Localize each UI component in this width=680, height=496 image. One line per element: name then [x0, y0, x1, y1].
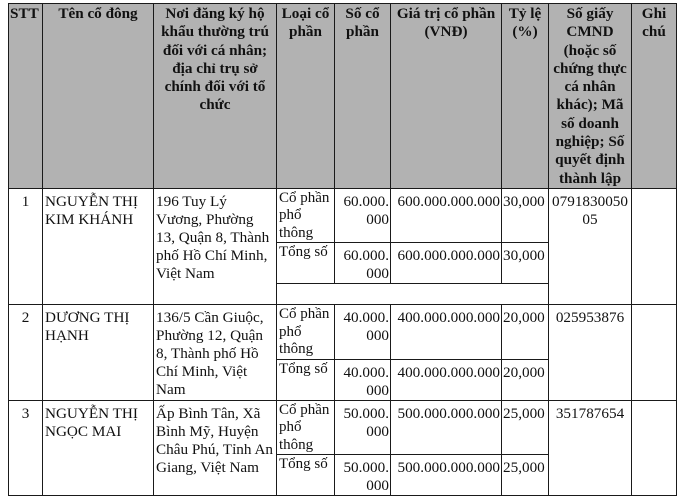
header-name: Tên cổ đông	[43, 4, 154, 189]
cell-ratio: 20,000	[502, 359, 549, 400]
cell-id-number: 079183005005	[549, 188, 632, 305]
table-row	[9, 188, 677, 243]
cell-share-type: Tổng số	[277, 359, 335, 400]
cell-share-type: Cổ phần phổ thông	[277, 400, 335, 455]
cell-id-number: 351787654	[549, 400, 632, 496]
cell-share-count: 40.000.000	[335, 305, 391, 360]
cell-share-value: 400.000.000.000	[391, 305, 502, 360]
cell-address: 136/5 Cần Giuộc, Phường 12, Quận 8, Thành phố Hồ Chí Minh, Việt Nam	[154, 305, 277, 401]
cell-ratio: 30,000	[502, 243, 549, 284]
cell-note	[632, 305, 677, 401]
header-address: Nơi đăng ký hộ khẩu thường trú đối với cá nhân; địa chỉ trụ sở chính đối với tổ chức	[154, 4, 277, 189]
cell-share-value: 600.000.000.000	[391, 188, 502, 243]
table-row	[9, 400, 677, 455]
cell-share-count: 50.000.000	[335, 400, 391, 455]
table-row	[9, 305, 677, 360]
cell-share-value: 600.000.000.000	[391, 243, 502, 284]
cell-stt: 3	[9, 400, 43, 496]
cell-address: 196 Tuy Lý Vương, Phường 13, Quận 8, Thành phố Hồ Chí Minh, Việt Nam	[154, 188, 277, 305]
cell-name: NGUYỄN THỊ KIM KHÁNH	[43, 188, 154, 305]
cell-share-type: Cổ phần phổ thông	[277, 188, 335, 243]
cell-note	[632, 188, 677, 305]
table-header	[9, 4, 677, 189]
table-body	[9, 188, 677, 496]
header-note: Ghi chú	[632, 4, 677, 189]
cell-share-type: Tổng số	[277, 243, 335, 284]
cell-ratio: 20,000	[502, 305, 549, 360]
cell-share-count: 40.000.000	[335, 359, 391, 400]
header-share-value: Giá trị cổ phần (VNĐ)	[391, 4, 502, 189]
header-id-number: Số giấy CMND (hoặc số chứng thực cá nhân khác); Mã số doanh nghiệp; Số quyết định thành lập	[549, 4, 632, 189]
cell-name: NGUYỄN THỊ NGỌC MAI	[43, 400, 154, 496]
cell-share-count: 60.000.000	[335, 188, 391, 243]
cell-empty	[277, 284, 549, 305]
cell-share-count: 60.000.000	[335, 243, 391, 284]
header-share-type: Loại cổ phần	[277, 4, 335, 189]
cell-note	[632, 400, 677, 496]
cell-ratio: 25,000	[502, 455, 549, 496]
header-ratio: Tỷ lệ (%)	[502, 4, 549, 189]
cell-stt: 2	[9, 305, 43, 401]
cell-share-type: Cổ phần phổ thông	[277, 305, 335, 360]
header-stt: STT	[9, 4, 43, 189]
cell-share-value: 500.000.000.000	[391, 400, 502, 455]
cell-id-number: 025953876	[549, 305, 632, 401]
cell-share-value: 400.000.000.000	[391, 359, 502, 400]
cell-ratio: 30,000	[502, 188, 549, 243]
cell-share-type: Tổng số	[277, 455, 335, 496]
cell-ratio: 25,000	[502, 400, 549, 455]
shareholder-table	[8, 3, 677, 496]
cell-share-count: 50.000.000	[335, 455, 391, 496]
header-row	[9, 4, 677, 189]
cell-share-value: 500.000.000.000	[391, 455, 502, 496]
cell-address: Ấp Bình Tân, Xã Bình Mỹ, Huyện Châu Phú, Tỉnh An Giang, Việt Nam	[154, 400, 277, 496]
header-share-count: Số cổ phần	[335, 4, 391, 189]
cell-name: DƯƠNG THỊ HẠNH	[43, 305, 154, 401]
cell-stt: 1	[9, 188, 43, 305]
